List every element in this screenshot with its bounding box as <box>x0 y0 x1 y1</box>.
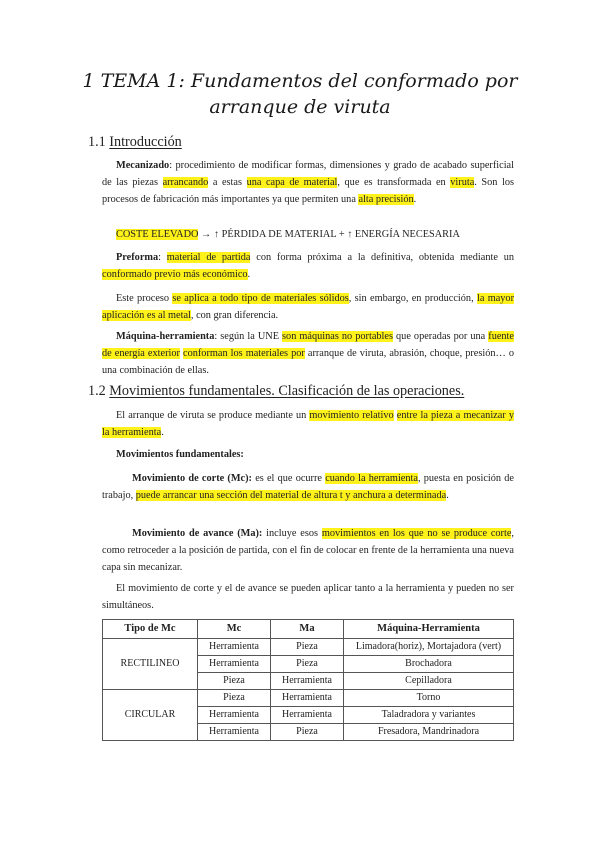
section-title: Movimientos fundamentales. Clasificación de las operaciones. <box>109 383 465 399</box>
table-cell: Pieza <box>198 673 271 690</box>
table-cell: Taladradora y variantes <box>344 707 514 724</box>
highlight: son máquinas no portables <box>282 331 393 342</box>
highlight: entre la pieza a mecanizar y la herramienta <box>102 410 514 438</box>
table-cell: Torno <box>344 690 514 707</box>
table-cell: Cepilladora <box>344 673 514 690</box>
table-header-row <box>103 620 514 639</box>
highlight: movimiento relativo <box>309 410 394 421</box>
highlight: una capa de material <box>246 177 338 188</box>
table-cell: Pieza <box>271 656 344 673</box>
table-row <box>103 639 514 656</box>
term-preforma: Preforma <box>116 252 159 263</box>
paragraph-simultaneos: El movimiento de corte y el de avance se pueden aplicar tanto a la herramienta y pueden no ser simultáneos. <box>102 583 514 611</box>
table-header: Ma <box>271 620 344 639</box>
table-header: Tipo de Mc <box>103 620 198 639</box>
table-cell-type: CIRCULAR <box>103 690 198 741</box>
term-maquina-herramienta: Máquina-herramienta <box>116 331 215 342</box>
highlight: conformado previo más económico <box>102 269 248 280</box>
highlight: COSTE ELEVADO <box>116 229 199 240</box>
paragraph-maquina-herramienta: Máquina-herramienta: según la UNE son máquinas no portables que operadas por una fuente de energía exterior conforman los materiales por arranque de viruta, abrasión, choque, presión… o una combinación de ellas. <box>102 331 515 376</box>
highlight: material de partida <box>166 252 251 263</box>
table-cell: Brochadora <box>344 656 514 673</box>
table-cell: Pieza <box>271 639 344 656</box>
table-row <box>103 690 514 707</box>
highlight: arrancando <box>162 177 209 188</box>
section-number: 1.1 <box>88 134 106 150</box>
page-title: 1 TEMA 1: Fundamentos del conformado por arranque de viruta <box>82 70 518 118</box>
highlight: la mayor aplicación es al metal <box>102 293 514 321</box>
paragraph-preforma: Preforma: material de partida con forma próxima a la definitiva, obtenida mediante un conformado previo más económico. <box>102 252 514 280</box>
paragraph-movimiento-avance: Movimiento de avance (Ma): incluye esos movimientos en los que no se produce corte, como retroceder a la posición de partida, con el fin de colocar en frente de la herramienta una nueva capa sin mecanizar. <box>102 528 514 573</box>
paragraph-movimientos-label <box>102 446 514 463</box>
term-movimiento-corte: Movimiento de corte (Mc): <box>132 473 252 484</box>
table-cell: Pieza <box>198 690 271 707</box>
highlight: alta precisión <box>358 194 414 205</box>
section-heading-1-1 <box>88 133 182 151</box>
table-cell: Herramienta <box>271 690 344 707</box>
table-header: Mc <box>198 620 271 639</box>
section-number: 1.2 <box>88 383 106 399</box>
subheading-movimientos: Movimientos fundamentales: <box>116 449 244 460</box>
table-cell: Herramienta <box>198 724 271 741</box>
paragraph-coste: COSTE ELEVADO → ↑ PÉRDIDA DE MATERIAL + ↑ ENERGÍA NECESARIA <box>116 229 460 240</box>
highlight: movimientos en los que no se produce corte <box>321 528 512 539</box>
table-cell: Herramienta <box>271 673 344 690</box>
operations-table <box>102 619 514 741</box>
paragraph-mecanizado: Mecanizado: procedimiento de modificar formas, dimensiones y grado de acabado superficial de las piezas arrancando a estas una capa de material, que es transformada en viruta. Son los procesos de fabricación más importantes ya que permiten una alta precisión. <box>102 160 515 205</box>
table-cell: Fresadora, Mandrinadora <box>344 724 514 741</box>
term-mecanizado: Mecanizado <box>116 160 170 171</box>
table-cell: Limadora(horiz), Mortajadora (vert) <box>344 639 514 656</box>
section-title: Introducción <box>109 134 182 150</box>
paragraph-proceso: Este proceso se aplica a todo tipo de materiales sólidos, sin embargo, en producción, la mayor aplicación es al metal, con gran diferencia. <box>102 293 514 321</box>
table-cell: Pieza <box>271 724 344 741</box>
table-header: Máquina-Herramienta <box>344 620 514 639</box>
table-cell: Herramienta <box>198 639 271 656</box>
table-cell: Herramienta <box>198 656 271 673</box>
highlight: fuente de energía exterior <box>102 331 514 359</box>
paragraph-arranque: El arranque de viruta se produce mediante un movimiento relativo entre la pieza a mecanizar y la herramienta. <box>102 410 514 438</box>
paragraph-movimiento-corte: Movimiento de corte (Mc): es el que ocurre cuando la herramienta, puesta en posición de trabajo, puede arrancar una sección del material de altura t y anchura a determinada. <box>102 473 514 501</box>
term-movimiento-avance: Movimiento de avance (Ma): <box>132 528 263 539</box>
highlight: se aplica a todo tipo de materiales sólidos <box>172 293 349 304</box>
highlight: puede arrancar una sección del material de altura t y anchura a determinada <box>135 490 447 501</box>
highlight: conforman los materiales por <box>183 348 305 359</box>
highlight: cuando la herramienta <box>325 473 418 484</box>
section-heading-1-2 <box>88 382 464 400</box>
table-cell: Herramienta <box>198 707 271 724</box>
highlight: viruta <box>450 177 475 188</box>
table-cell: Herramienta <box>271 707 344 724</box>
table-cell-type: RECTILINEO <box>103 639 198 690</box>
